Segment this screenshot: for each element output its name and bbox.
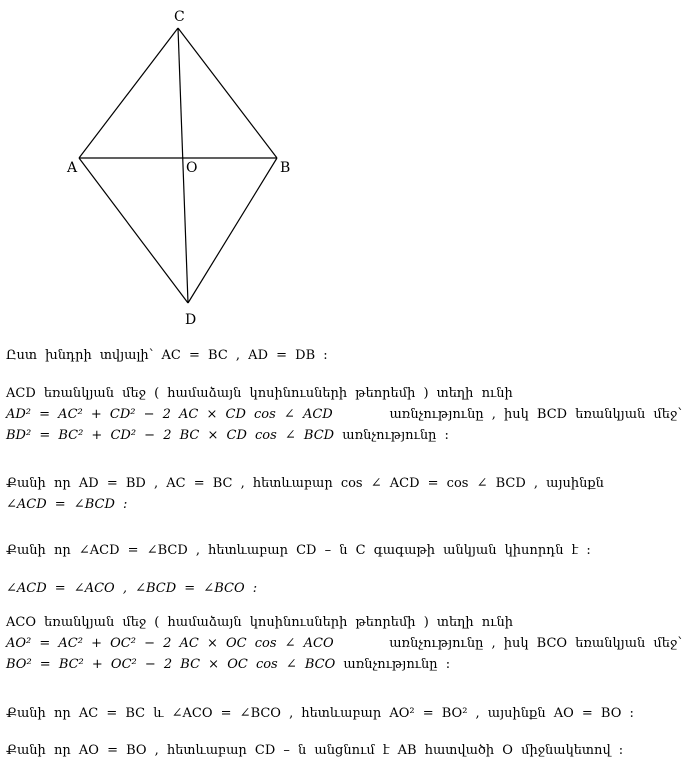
paragraph-aco-line-3 (6, 654, 682, 675)
paragraph-bisector: Քանի որ ∠ACD = ∠BCD , հետևաբար CD – ն C գագաթի անկյան կիսորդն է : (6, 543, 591, 558)
formula-angles-equal: ∠ACD = ∠BCD : (6, 497, 128, 512)
paragraph-acd-line-1: ACD եռանկյան մեջ ( համաձայն կոսինուսների թեորեմի ) տեղի ունի (6, 386, 513, 401)
paragraph-acd-line-3-text: առնչությունը : (342, 428, 449, 443)
segment-ad (79, 158, 188, 303)
point-label-b: B (280, 160, 291, 176)
segment-bd (188, 158, 277, 303)
point-label-c: C (174, 9, 185, 25)
paragraph-acd-cosine (6, 383, 682, 446)
point-label-o: O (186, 160, 198, 176)
formula-ad-squared: AD² = AC² + CD² − 2 AC × CD cos ∠ ACD (6, 407, 333, 422)
paragraph-ao-equals-bo: Քանի որ AC = BC և ∠ACO = ∠BCO , հետևաբար AO² = BO² , այսինքն AO = BO : (6, 706, 634, 721)
paragraph-aco-line-2-text: առնչությունը , իսկ BCO եռանկյան մեջ՝ (389, 636, 682, 651)
paragraph-acd-line-2-text: առնչությունը , իսկ BCD եռանկյան մեջ՝ (389, 407, 682, 422)
point-label-a: A (67, 160, 78, 176)
rhombus-diagram (0, 0, 688, 335)
segment-ac (79, 28, 178, 158)
segment-cb (178, 28, 277, 158)
paragraph-acd-line-2 (6, 404, 682, 425)
point-label-d: D (185, 312, 197, 328)
paragraph-given: Ըստ խնդրի տվյալի՝ AC = BC , AD = DB : (6, 348, 328, 363)
formula-angle-equalities (6, 578, 682, 599)
formula-bo-squared: BO² = BC² + OC² − 2 BC × OC cos ∠ BCO (6, 657, 336, 672)
formula-bd-squared: BD² = BC² + CD² − 2 BC × CD cos ∠ BCD (6, 428, 335, 443)
paragraph-aco-line-3-text: առնչությունը : (343, 657, 451, 672)
formula-ao-squared: AO² = AC² + OC² − 2 AC × OC cos ∠ ACO (6, 636, 334, 651)
paragraph-aco-line-1: ACO եռանկյան մեջ ( համաձայն կոսինուսների թեորեմի ) տեղի ունի (6, 615, 514, 630)
paragraph-acd-line-3 (6, 425, 682, 446)
paragraph-aco-line-2 (6, 633, 682, 654)
paragraph-cos-line-1: Քանի որ AD = BD , AC = BC , հետևաբար cos ∠ ACD = cos ∠ BCD , այսինքն (6, 476, 604, 491)
paragraph-conclusion: Քանի որ AO = BO , հետևաբար CD – ն անցնում է AB հատվածի O միջնակետով : (6, 743, 624, 758)
paragraph-cos-equal (6, 473, 682, 515)
paragraph-aco-cosine (6, 612, 682, 675)
formula-angle-equalities-text: ∠ACD = ∠ACO , ∠BCD = ∠BCO : (6, 581, 258, 596)
